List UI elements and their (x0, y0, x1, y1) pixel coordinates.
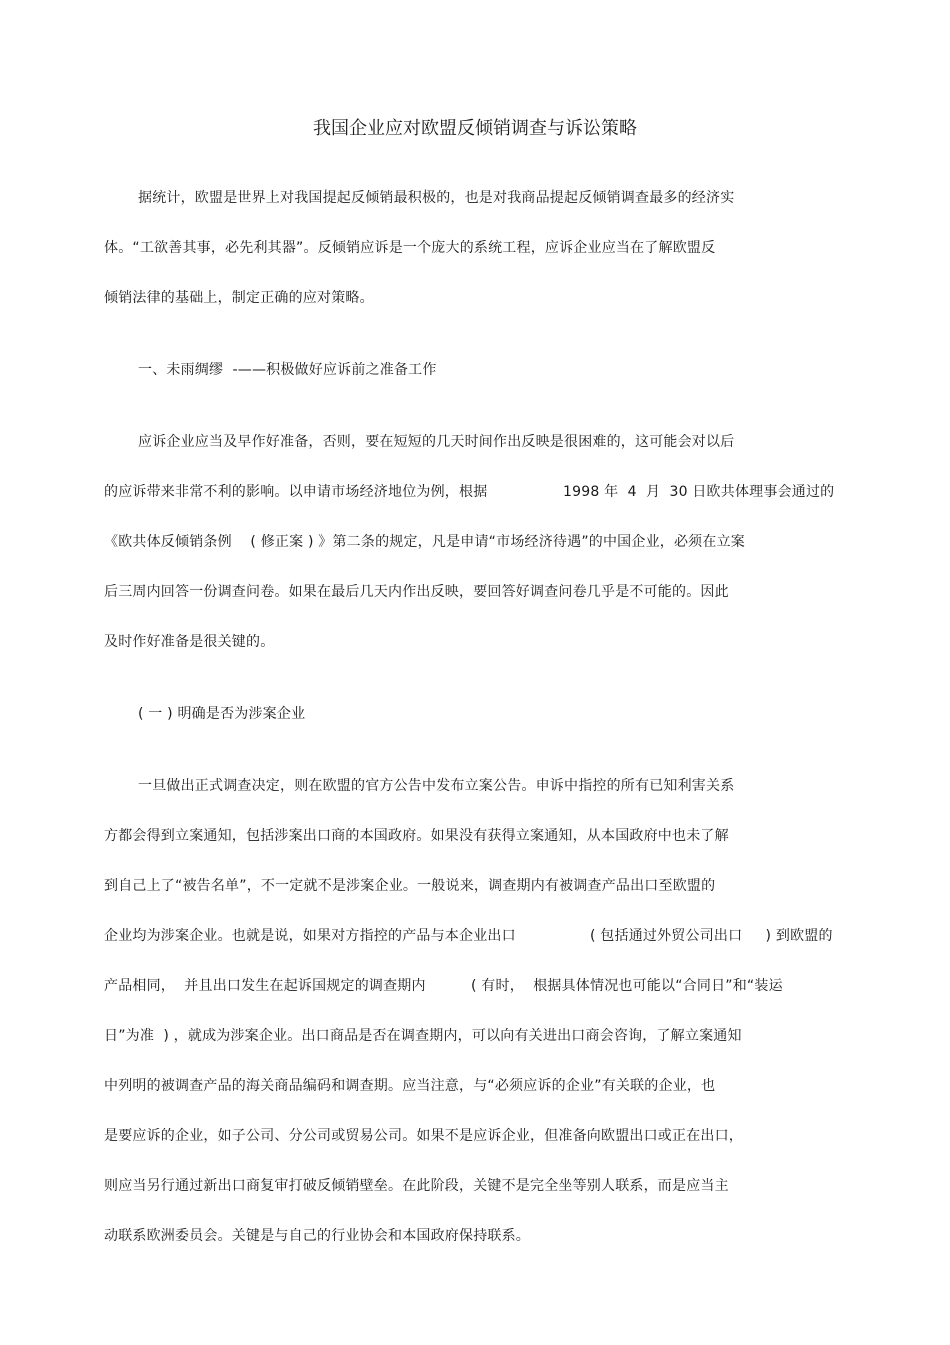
paragraph-line: 的应诉带来非常不利的影响。以申请市场经济地位为例，根据 (104, 484, 488, 500)
subsection-heading: ( 一 ) 明确是否为涉案企业 (138, 706, 306, 722)
paragraph-line: 后三周内回答一份调查问卷。如果在最后几天内作出反映，要回答好调查问卷几乎是不可能的。因此 (104, 584, 729, 600)
paragraph-line: 方都会得到立案通知，包括涉案出口商的本国政府。如果没有获得立案通知，从本国政府中也未了解 (104, 828, 729, 844)
paragraph-line: 《欧共体反倾销条例 ( 修正案 ) 》第二条的规定，凡是申请“市场经济待遇”的中国企业，必须在立案 (104, 534, 745, 550)
section-heading: 一、未雨绸缪 -——积极做好应诉前之准备工作 (138, 362, 437, 378)
paragraph-line: 动联系欧洲委员会。关键是与自己的行业协会和本国政府保持联系。 (104, 1228, 530, 1244)
intro-line: 体。“工欲善其事，必先利其器”。反倾销应诉是一个庞大的系统工程，应诉企业应当在了解欧盟反 (104, 240, 716, 256)
paragraph-line: ( 有时， 根据具体情况也可能以“合同日”和“装运 (471, 978, 783, 994)
paragraph-line: 到自己上了“被告名单”，不一定就不是涉案企业。一般说来，调查期内有被调查产品出口至欧盟的 (104, 878, 716, 894)
paragraph-line: ( 包括通过外贸公司出口 ) 到欧盟的 (590, 928, 833, 944)
document-title: 我国企业应对欧盟反倾销调查与诉讼策略 (313, 118, 637, 139)
paragraph-line: 产品相同， 并且出口发生在起诉国规定的调查期内 (104, 978, 426, 994)
paragraph-line: 及时作好准备是很关键的。 (104, 634, 275, 650)
paragraph-line: 1998 年 4 月 30 日欧共体理事会通过的 (563, 484, 835, 500)
paragraph-line: 日”为准 ) ，就成为涉案企业。出口商品是否在调查期内，可以向有关进出口商会咨询，了解立案通知 (104, 1028, 742, 1044)
paragraph-line: 中列明的被调查产品的海关商品编码和调查期。应当注意，与“必须应诉的企业”有关联的企业，也 (104, 1078, 716, 1094)
paragraph-line: 一旦做出正式调查决定，则在欧盟的官方公告中发布立案公告。申诉中指控的所有已知利害关系 (138, 778, 735, 794)
intro-line: 据统计，欧盟是世界上对我国提起反倾销最积极的，也是对我商品提起反倾销调查最多的经济实 (138, 190, 735, 206)
paragraph-line: 企业均为涉案企业。也就是说，如果对方指控的产品与本企业出口 (104, 928, 516, 944)
intro-line: 倾销法律的基础上，制定正确的应对策略。 (104, 290, 374, 306)
paragraph-line: 是要应诉的企业，如子公司、分公司或贸易公司。如果不是应诉企业，但准备向欧盟出口或正在出口， (104, 1128, 743, 1144)
paragraph-line: 应诉企业应当及早作好准备，否则，要在短短的几天时间作出反映是很困难的，这可能会对以后 (138, 434, 735, 450)
paragraph-line: 则应当另行通过新出口商复审打破反倾销壁垒。在此阶段，关键不是完全坐等别人联系，而是应当主 (104, 1178, 729, 1194)
